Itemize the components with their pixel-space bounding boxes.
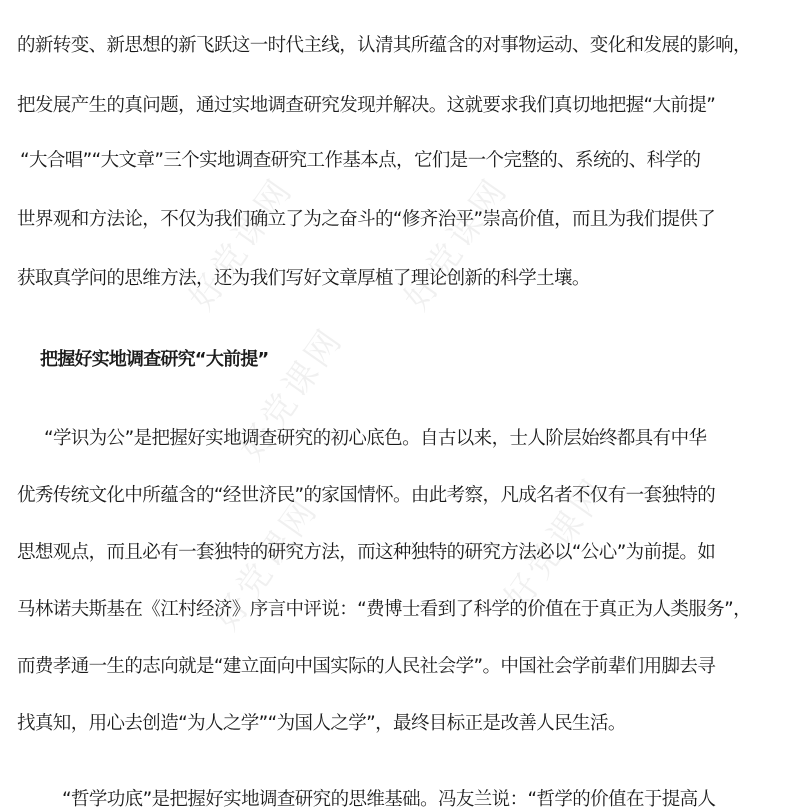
watermark: 好党课网 bbox=[231, 320, 352, 468]
watermark: 好党课网 bbox=[396, 170, 517, 318]
paragraph-line-cut: “哲学功底”是把握好实地调查研究的思维基础。冯友兰说：“哲学的价值在于提高人 bbox=[62, 789, 716, 810]
paragraph-line: 的新转变、新思想的新飞跃这一时代主线，认清其所蕴含的对事物运动、变化和发展的影响， bbox=[17, 35, 751, 56]
watermark: 好党课网 bbox=[496, 470, 617, 618]
section-heading: 把握好实地调查研究“大前提” bbox=[40, 349, 269, 370]
paragraph-line: 找真知，用心去创造“为人之学”“为国人之学”，最终目标正是改善人民生活。 bbox=[17, 713, 626, 734]
paragraph-line: 而费孝通一生的志向就是“建立面向中国实际的人民社会学”。中国社会学前辈们用脚去寻 bbox=[17, 656, 716, 677]
paragraph-line: 优秀传统文化中所蕴含的“经世济民”的家国情怀。由此考察，凡成名者不仅有一套独特的 bbox=[17, 485, 716, 506]
paragraph-line: 马林诺夫斯基在《江村经济》序言中评说：“费博士看到了科学的价值在于真正为人类服务”， bbox=[17, 599, 751, 620]
paragraph-line: 把发展产生的真问题，通过实地调查研究发现并解决。这就要求我们真切地把握“大前提” bbox=[17, 95, 716, 116]
paragraph-line: “学识为公”是把握好实地调查研究的初心底色。自古以来，士人阶层始终都具有中华 bbox=[44, 428, 707, 449]
paragraph-line: 世界观和方法论，不仅为我们确立了为之奋斗的“修齐治平”崇高价值，而且为我们提供了 bbox=[17, 209, 716, 230]
watermark: 好党课网 bbox=[206, 490, 327, 638]
paragraph-line: “大合唱”“大文章”三个实地调查研究工作基本点，它们是一个完整的、系统的、科学的 bbox=[20, 150, 701, 171]
paragraph-line: 获取真学问的思维方法，还为我们写好文章厚植了理论创新的科学土壤。 bbox=[17, 268, 590, 289]
paragraph-line: 思想观点，而且必有一套独特的研究方法，而这种独特的研究方法必以“公心”为前提。如 bbox=[17, 542, 716, 563]
watermark: 好党课网 bbox=[181, 170, 302, 318]
